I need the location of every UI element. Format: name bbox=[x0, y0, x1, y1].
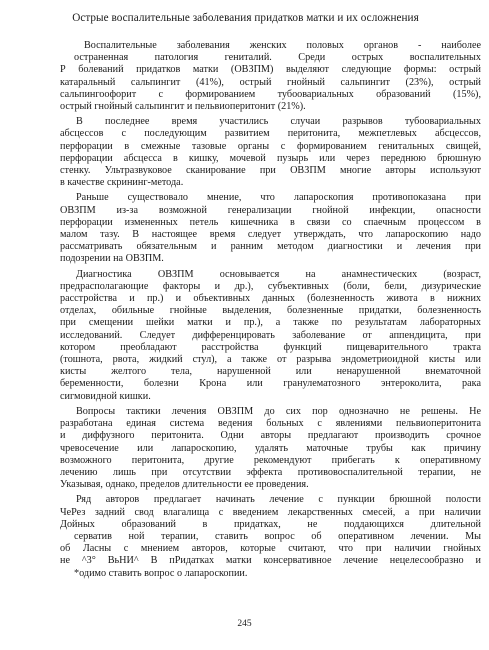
text-line: Вопросы тактики лечения ОВЗПМ до сих пор однозначно не решены. Не bbox=[76, 405, 481, 417]
text-line: кисты желтого тела, нарушенной или ненарушенной внематочной bbox=[60, 366, 481, 378]
text-line: Ряд авторов предлагает начинать лечение с пункции брюшной полости bbox=[76, 494, 481, 506]
text-line: разработана единая система ведения больных с явлениями пельвиоперитонита bbox=[60, 418, 481, 430]
text-line: лечению лишь при отсутствии эффекта противовоспалительной терапии, не bbox=[60, 466, 481, 478]
text-line: Р болеваний придатков матки (ОВЗПМ) выделяют следующие формы: острый bbox=[60, 64, 481, 76]
text-line: возможного перитонита, другие рекомендуют прибегать к оперативному bbox=[60, 454, 481, 466]
text-line: Воспалительные заболевания женских половых органов - наиболее bbox=[84, 40, 481, 51]
text-line: Дойных образований в придатках, не поддающихся длительной bbox=[60, 518, 481, 530]
text-line: исследований. Следует дифференцировать заболевание от аппендицита, при bbox=[60, 329, 481, 341]
text-line: ОВЗПМ из-за возможной генерализации гнойной инфекции, опасности bbox=[60, 204, 481, 216]
text-line: чревосечение или лапароскопию, удалять маточные трубы как причину bbox=[60, 442, 481, 454]
paragraph bbox=[60, 116, 481, 189]
paragraph bbox=[60, 192, 481, 265]
text-line: малом тазу. В настоящее время следует утверждать, что лапароскопию надо bbox=[60, 229, 481, 241]
text-line: отделах, обильные гнойные выделения, болезненные придатки, болезненность bbox=[60, 305, 481, 317]
text-line: серватив ной терапии, ставить вопрос об оперативном лечении. Мы bbox=[74, 530, 481, 542]
text-line: *одимо ставить вопрос о лапароскопии. bbox=[74, 567, 248, 579]
text-line: Указывая, однако, пределов длительности ее проведения. bbox=[60, 479, 309, 491]
text-line: рассматривать обязательным и ранним методом диагностики и лечения при bbox=[60, 241, 481, 253]
page-number: 245 bbox=[237, 619, 252, 629]
text-line: при смещении шейки матки и пр.), а также по результатам лабораторных bbox=[60, 317, 481, 329]
text-line: катаральный сальпингит (41%), острый гнойный сальпингит (23%), острый bbox=[60, 76, 481, 88]
paragraph bbox=[60, 406, 481, 491]
text-line: В последнее время участились случаи разрывов тубоовариальных bbox=[76, 116, 481, 128]
page-body bbox=[60, 40, 481, 583]
text-line: сигмовидной кишки. bbox=[60, 390, 151, 402]
text-line: котором преобладают расстройства функций пищеварительного тракта bbox=[60, 341, 481, 353]
text-line: перфорации в смежные тазовые органы с формированием генитальных свищей, bbox=[60, 140, 481, 152]
text-line: абсцессов с последующим развитием перитонита, межпетлевых абсцессов, bbox=[60, 128, 481, 140]
text-line: ЧеРез задний свод влагалища с введением лекарственных смесей, а при наличии bbox=[60, 506, 481, 518]
text-line: расстройства и пр.) и объективных данных (болезненность живота в нижних bbox=[60, 293, 481, 305]
text-line: Диагностика ОВЗПМ основывается на анамнестических (возраст, bbox=[76, 268, 481, 280]
text-line: подозрении на ОВЗПМ. bbox=[60, 253, 164, 265]
text-line: (тошнота, рвота, жидкий стул), а также от разрыва эндометриоидной кисты или bbox=[60, 354, 481, 366]
paragraph bbox=[60, 40, 481, 113]
text-line: перфорации измененных петель кишечника в связи со спаечным процессом в bbox=[60, 216, 481, 228]
text-line: острый гнойный сальпингит и пельвиоперитонит (21%). bbox=[60, 101, 306, 113]
text-line: стенку. Ультразвуковое сканирование при ОВЗПМ многие авторы используют bbox=[60, 165, 481, 177]
text-line: об Ласны с мнением авторов, которые считают, что при наличии гнойных bbox=[60, 543, 481, 555]
paragraph bbox=[60, 269, 481, 403]
text-line: перфорации абсцесса в кишку, мочевой пузырь или через переднюю брюшную bbox=[60, 152, 481, 164]
text-line: Раньше существовало мнение, что лапароскопия противопоказана при bbox=[76, 192, 481, 204]
text-line: и диффузного перитонита. Одни авторы предлагают производить срочное bbox=[60, 430, 481, 442]
text-line: в качестве скрининг-метода. bbox=[60, 177, 184, 189]
running-header: Острые воспалительные заболевания придатков матки и их осложнения bbox=[72, 12, 419, 24]
text-line: беременности, болезни Крона или гранулематозного энтероколита, рака bbox=[60, 378, 481, 390]
paragraph bbox=[60, 494, 481, 579]
text-line: сальпингоофорит с формированием тубоовариальных образований (15%), bbox=[60, 88, 481, 100]
text-line: не ^3° ВьНИ^ В пРидатках матки консервативное лечение нецелесообразно и bbox=[60, 555, 481, 567]
text-line: предрасполагающие факторы и др.), субъективных (боли, бели, дизурические bbox=[60, 280, 481, 292]
text-line: остраненная патология гениталий. Среди острых воспалительных bbox=[74, 52, 481, 64]
